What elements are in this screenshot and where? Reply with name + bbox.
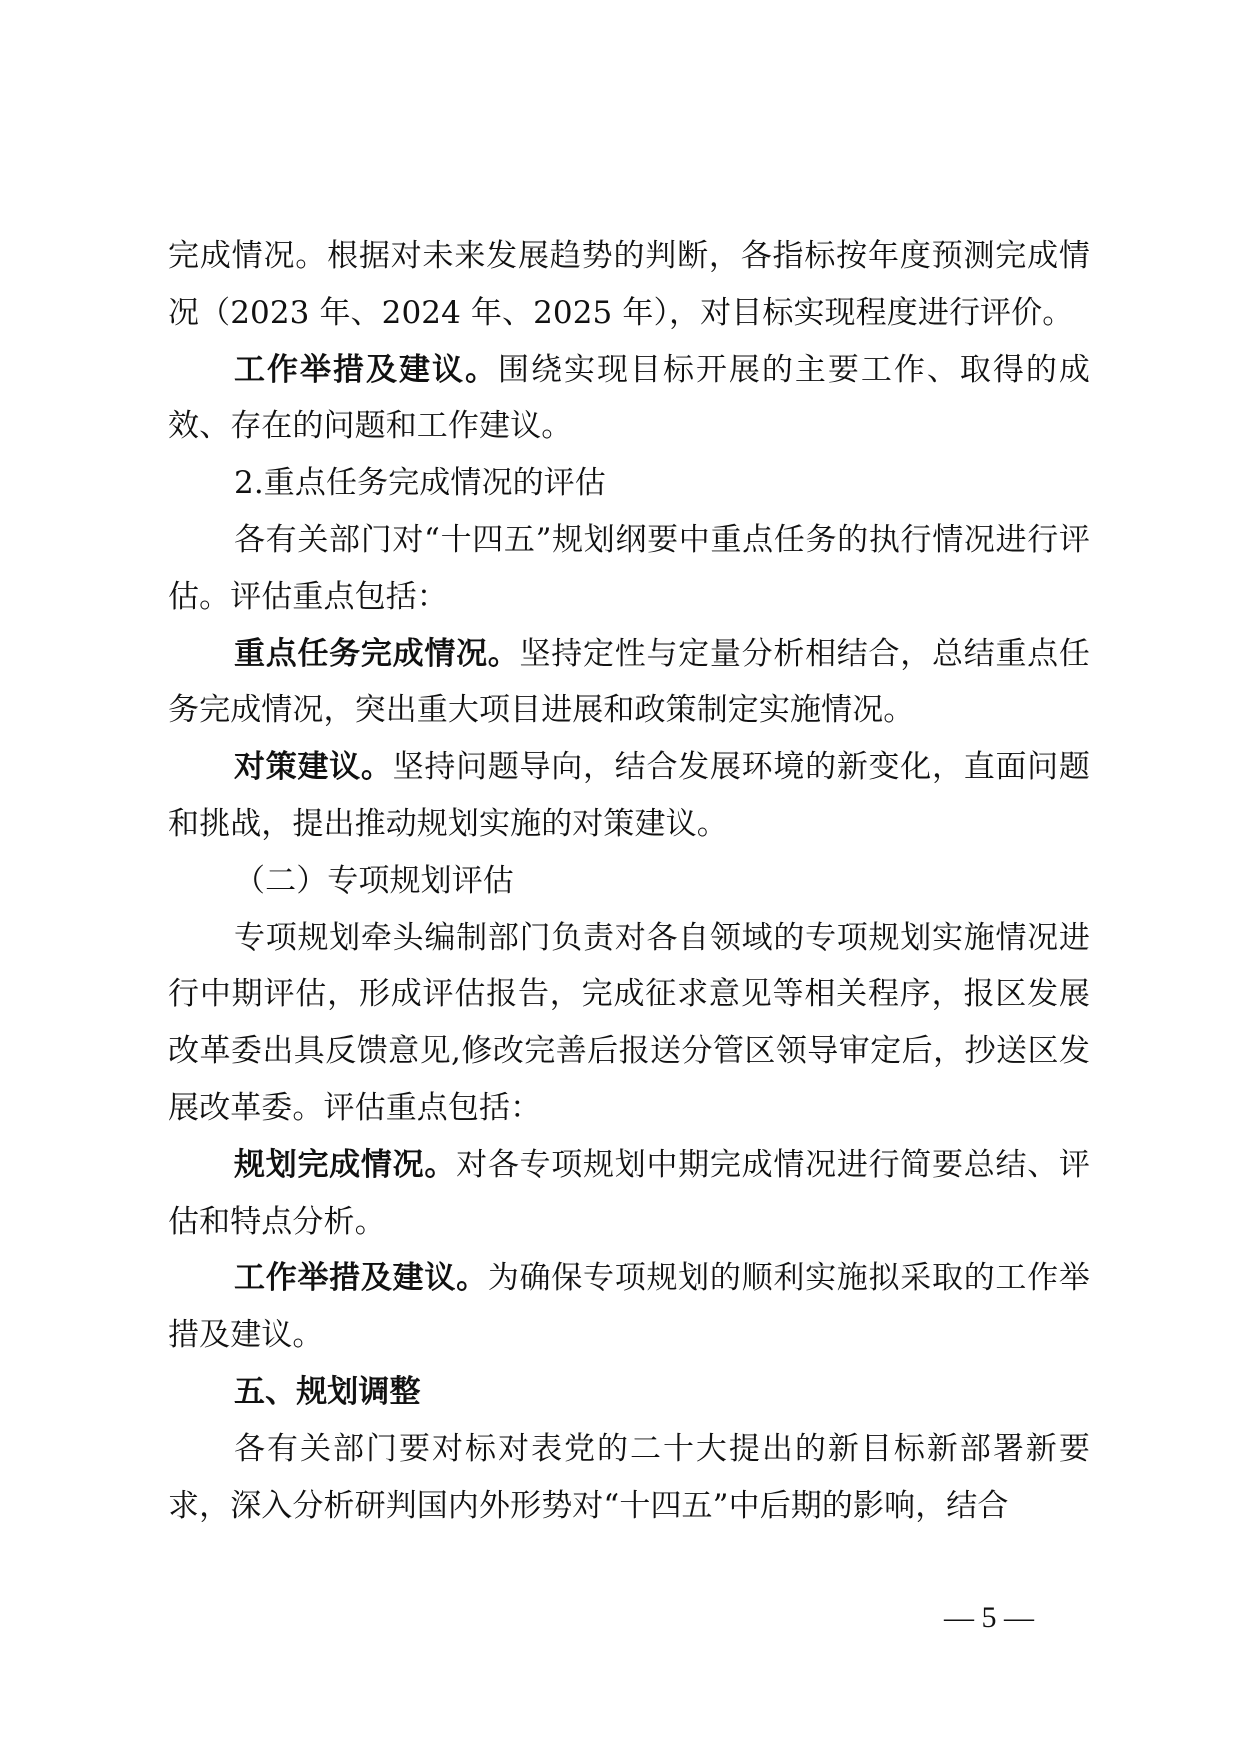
paragraph-text: 对各专项规划中期完成情况进行简要总结、评估和特点分析。	[168, 1146, 1091, 1240]
paragraph-work-measures	[168, 342, 1090, 456]
paragraph-text: 坚持定性与定量分析相结合，总结重点任务完成情况，突出重大项目进展和政策制定实施情况。	[168, 635, 1090, 729]
subheading-text: （二）专项规划评估	[234, 862, 514, 899]
paragraph-indicator-completion	[168, 228, 1090, 342]
paragraph-key-tasks-intro	[168, 512, 1090, 626]
paragraph-lead-heading: 工作举措及建议。	[234, 351, 498, 388]
paragraph-text: 专项规划牵头编制部门负责对各自领域的专项规划实施情况进行中期评估，形成评估报告，完成征求意见等相关程序，报区发展改革委出具反馈意见,修改完善后报送分管区领导审定后，抄送区发展改革委。评估重点包括：	[168, 919, 1090, 1126]
paragraph-countermeasures	[168, 739, 1090, 853]
paragraph-text: 坚持问题导向，结合发展环境的新变化，直面问题和挑战，提出推动规划实施的对策建议。	[168, 749, 1091, 842]
paragraph-text: 各有关部门对“十四五”规划纲要中重点任务的执行情况进行评估。评估重点包括：	[168, 521, 1090, 615]
section-subheading-special-plan-evaluation	[168, 853, 1090, 910]
paragraph-lead-heading: 对策建议。	[234, 749, 393, 786]
paragraph-lead-heading: 重点任务完成情况。	[234, 635, 520, 672]
paragraph-plan-adjustment-intro	[168, 1421, 1090, 1535]
paragraph-text: 完成情况。根据对未来发展趋势的判断，各指标按年度预测完成情况（2023 年、2024 年、2025 年），对目标实现程度进行评价。	[168, 238, 1090, 331]
document-body	[168, 228, 1090, 1534]
paragraph-lead-heading: 规划完成情况。	[234, 1146, 457, 1183]
paragraph-key-task-completion	[168, 626, 1090, 740]
paragraph-text: 各有关部门要对标对表党的二十大提出的新目标新部署新要求，深入分析研判国内外形势对“十四五”中后期的影响，结合	[168, 1430, 1090, 1524]
page-number: — 5 —	[944, 1601, 1034, 1634]
section-subheading-key-tasks-evaluation	[168, 455, 1090, 512]
paragraph-plan-completion	[168, 1137, 1090, 1251]
subheading-text: 2.重点任务完成情况的评估	[234, 465, 606, 502]
paragraph-lead-heading: 工作举措及建议。	[234, 1260, 488, 1297]
paragraph-text: 围绕实现目标开展的主要工作、取得的成效、存在的问题和工作建议。	[168, 351, 1090, 445]
paragraph-special-plan-intro	[168, 910, 1090, 1137]
paragraph-text: 为确保专项规划的顺利实施拟采取的工作举措及建议。	[168, 1260, 1090, 1354]
heading-text: 五、规划调整	[234, 1373, 421, 1410]
paragraph-special-work-measures	[168, 1250, 1090, 1364]
section-heading-plan-adjustment	[168, 1364, 1090, 1421]
